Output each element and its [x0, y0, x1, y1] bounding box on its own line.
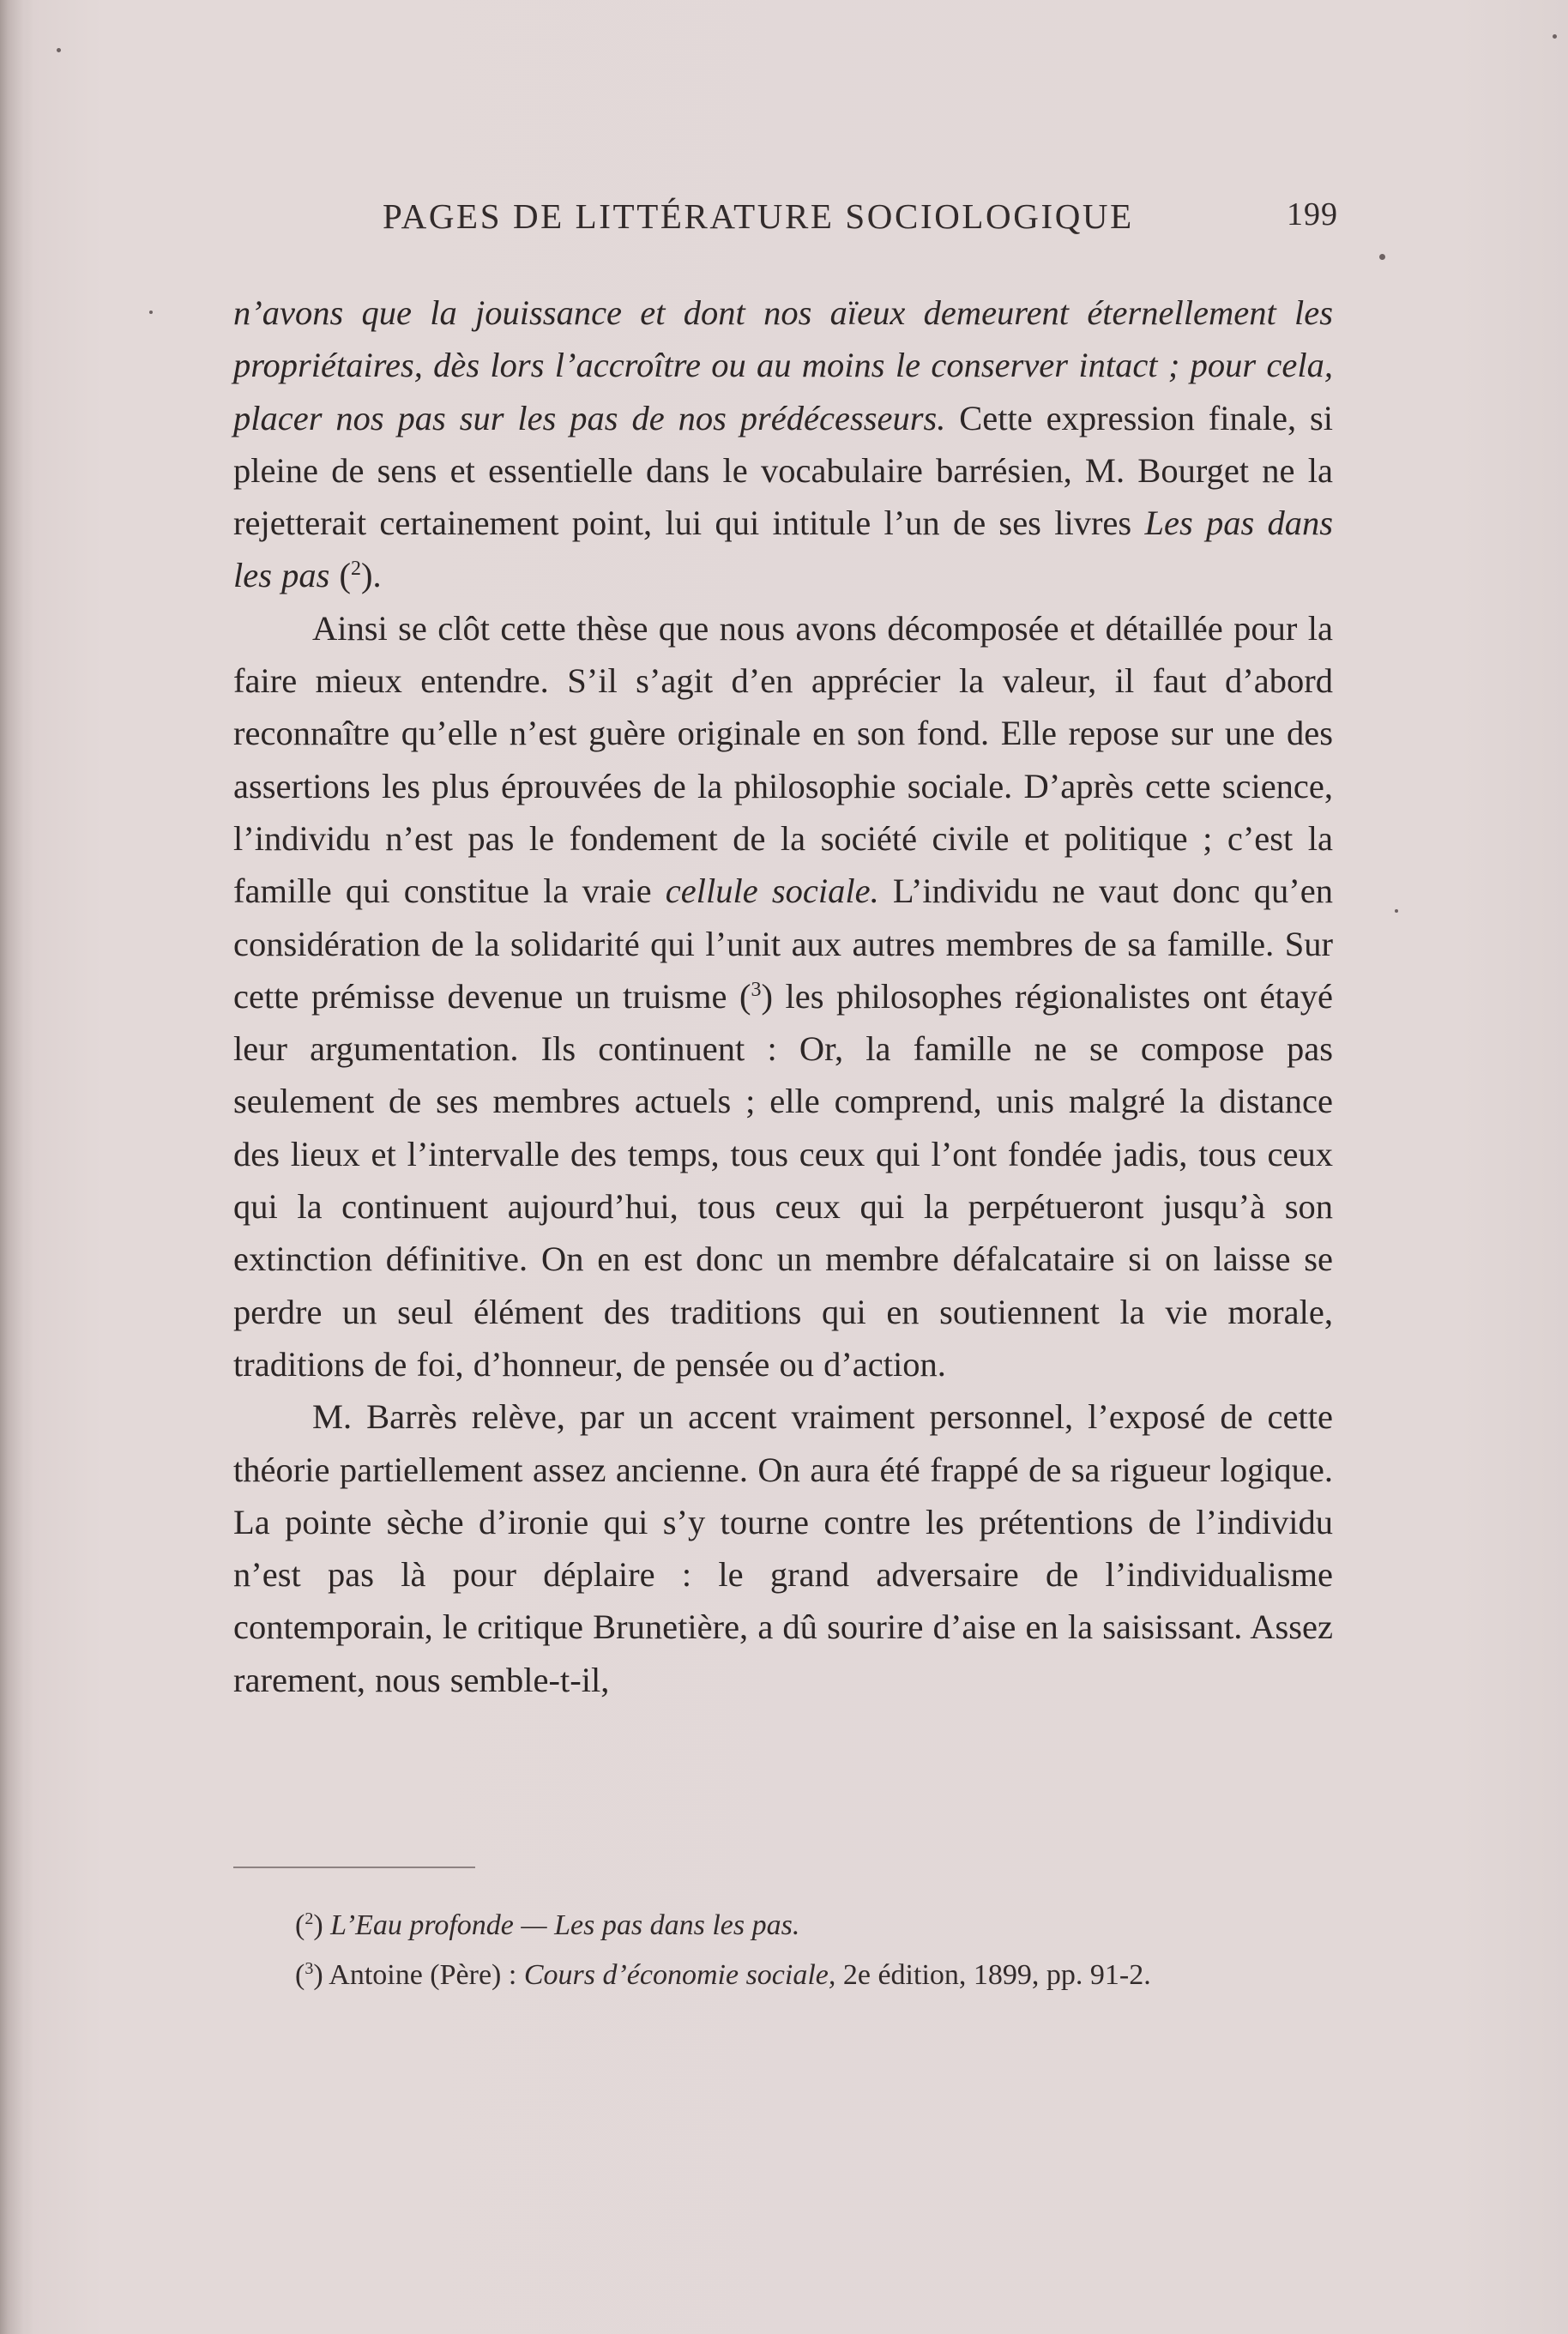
text-run: Cours d’économie sociale, [523, 1959, 836, 1991]
paragraph [233, 602, 1333, 1390]
text-run: ( [295, 1959, 305, 1991]
footnote-number: 2 [305, 1909, 314, 1928]
footnote-divider [233, 1867, 475, 1868]
paragraph [233, 1390, 1333, 1706]
text-run: ( [295, 1909, 305, 1941]
text-run: ) [313, 1909, 331, 1941]
text-run: Cette expression finale, si pleine de sens et essentielle dans le vocabulaire barrésien, M. Bourget ne la rejetterait certainement point, lui qui intitule l’un de ses livres [233, 398, 1333, 543]
footnote [295, 1901, 1350, 1951]
text-run: L’Eau profonde — Les pas dans les pas. [330, 1909, 800, 1941]
text-run: 2e édition, 1899, pp. 91-2. [835, 1959, 1151, 1991]
text-run: Les pas dans les pas [233, 504, 1333, 595]
paper-speck [149, 311, 153, 314]
paragraph [233, 286, 1333, 602]
footnote-ref: 2 [351, 558, 361, 581]
page-header [383, 196, 1350, 238]
paper-speck [1379, 254, 1385, 260]
text-run: cellule sociale. [665, 871, 879, 911]
footnote-number: 3 [305, 1959, 314, 1978]
text-run: ( [329, 556, 351, 595]
paper-speck [1553, 34, 1557, 39]
footnote [295, 1951, 1350, 2000]
page-number: 199 [1287, 196, 1338, 232]
paper-speck [57, 48, 61, 52]
running-head: PAGES DE LITTÉRATURE SOCIOLOGIQUE [383, 196, 1134, 236]
page-binding-shadow [0, 0, 34, 2334]
footnote-ref: 3 [751, 978, 762, 1001]
text-run: ). [361, 556, 382, 595]
text-run: M. Barrès relève, par un accent vraiment personnel, l’exposé de cette théorie partiellement assez ancienne. On aura été frappé de sa rigueur logique. La pointe sèche d’ironie qui s’y tourne contre les prétentions de l’individu n’est pas là pour déplaire : le grand adversaire de l’individualisme contemporain, le critique Brunetière, a dû sourire d’aise en la saisissant. Assez rarement, nous semble-t-il, [233, 1397, 1333, 1699]
text-run: Ainsi se clôt cette thèse que nous avons décomposée et détaillée pour la faire mieux entendre. S’il s’agit d’en apprécier la valeur, il faut d’abord reconnaître qu’elle n’est guère originale en son fond. Elle repose sur une des assertions les plus éprouvées de la philosophie sociale. D’après cette science, l’individu n’est pas le fondement de la société civile et politique ; c’est la famille qui constitue la vraie [233, 608, 1333, 911]
body-text [233, 286, 1333, 1706]
paper-speck [1395, 909, 1398, 913]
footnotes [295, 1901, 1350, 2000]
text-run: ) Antoine (Père) : [313, 1959, 524, 1991]
text-run: L’individu ne vaut donc qu’en considération de la solidarité qui l’unit aux autres membres de sa famille. Sur cette prémisse devenue un truisme ( [233, 871, 1333, 1016]
text-run: n’avons que la jouissance et dont nos aïeux demeurent éternellement les propriétaires, dès lors l’accroître ou au moins le conserver intact ; pour cela, placer nos pas sur les pas de nos prédécesseurs. [233, 293, 1333, 437]
text-run: ) les philosophes régionalistes ont étayé leur argumentation. Ils continuent : Or, la famille ne se compose pas seulement de ses membres actuels ; elle comprend, unis malgré la distance des lieux et l’intervalle des temps, tous ceux qui l’ont fondée jadis, tous ceux qui la continuent aujourd’hui, tous ceux qui la perpétueront jusqu’à son extinction définitive. On en est donc un membre défalcataire si on laisse se perdre un seul élément des traditions qui en soutiennent la vie morale, traditions de foi, d’honneur, de pensée ou d’action. [233, 976, 1333, 1384]
